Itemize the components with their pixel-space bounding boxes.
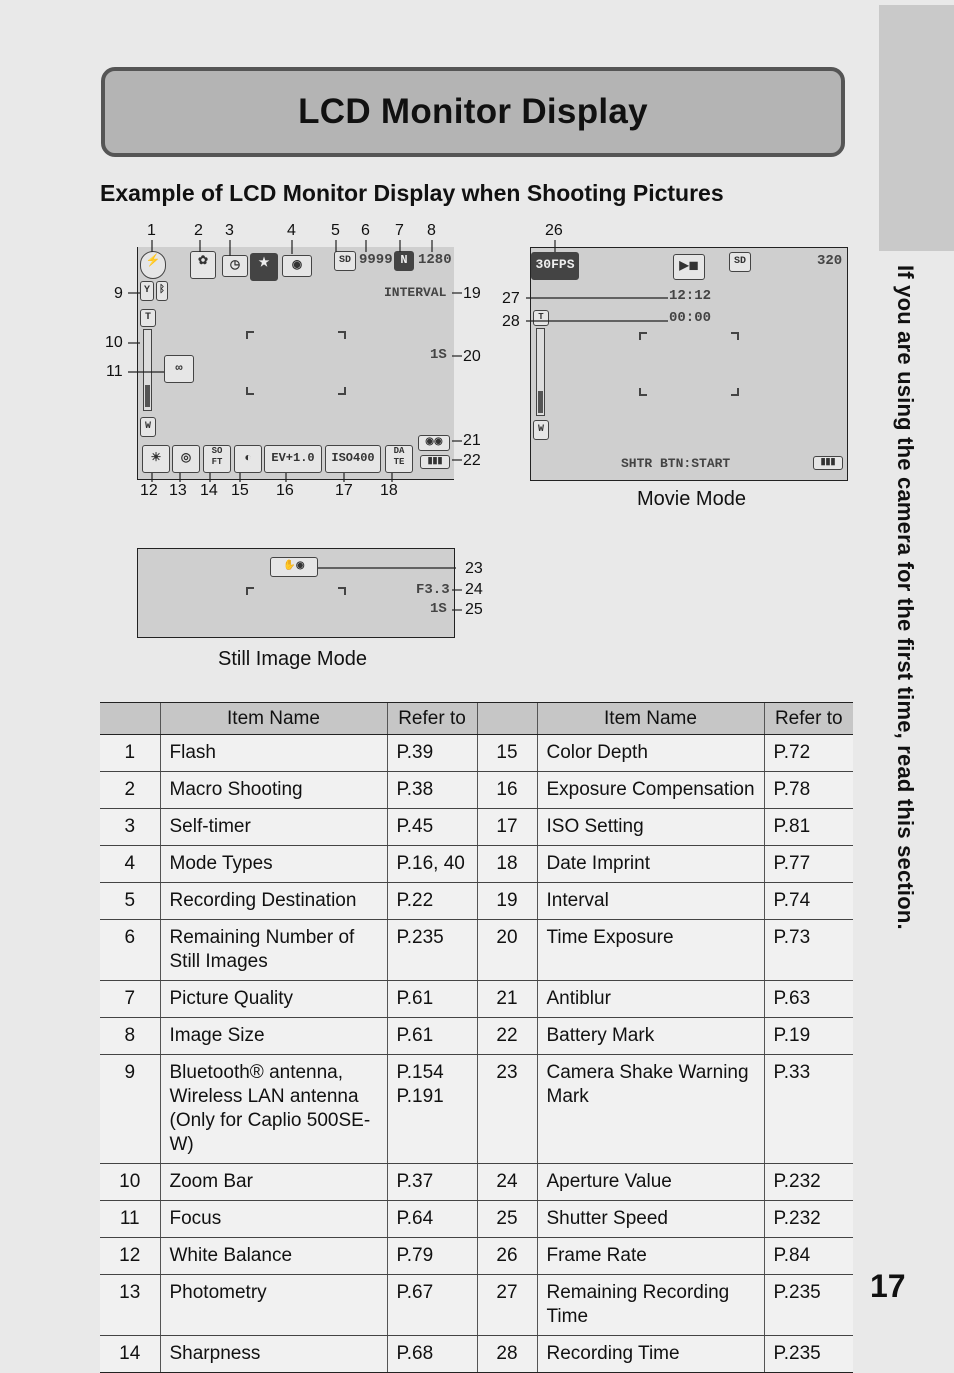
item-number: 27 [477,1275,537,1336]
item-name: Photometry [160,1275,387,1336]
item-reference: P.235 [764,1336,853,1373]
af-frame-corner [338,387,346,395]
callout-25: 25 [465,601,483,618]
item-reference: P.68 [387,1336,477,1373]
item-number: 12 [100,1238,160,1275]
item-name: Antiblur [537,981,764,1018]
item-number: 10 [100,1164,160,1201]
quality-icon: N [394,251,414,271]
callout-4: 4 [287,222,296,239]
callout-24: 24 [465,581,483,598]
item-name: Aperture Value [537,1164,764,1201]
antenna-icon: Y [140,281,154,301]
af-frame-corner [338,331,346,339]
movie-af-corner [639,332,647,340]
item-reference: P.84 [764,1238,853,1275]
item-reference: P.38 [387,772,477,809]
item-name: Date Imprint [537,846,764,883]
movie-camera-icon: ▶◼ [673,254,705,280]
item-reference: P.67 [387,1275,477,1336]
header-item-name: Item Name [160,703,387,735]
item-name: Camera Shake Warning Mark [537,1055,764,1164]
item-number: 5 [100,883,160,920]
callout-22: 22 [463,452,481,469]
item-number: 21 [477,981,537,1018]
item-number: 28 [477,1336,537,1373]
macro-icon: ✿ [190,251,216,279]
item-reference: P.235 [764,1275,853,1336]
table-row [100,809,853,846]
item-name: Shutter Speed [537,1201,764,1238]
item-reference: P.154 P.191 [387,1055,477,1164]
item-name: Recording Destination [160,883,387,920]
table-row [100,1275,853,1336]
item-name: Bluetooth® antenna, Wireless LAN antenna (Only for Caplio 500SE-W) [160,1055,387,1164]
item-number: 26 [477,1238,537,1275]
table-row [100,1055,853,1164]
item-reference: P.61 [387,1018,477,1055]
callout-11: 11 [106,363,123,380]
sd-icon: SD [334,251,356,271]
item-reference: P.72 [764,735,853,772]
item-name: Self-timer [160,809,387,846]
iso-icon [325,445,381,473]
item-reference: P.63 [764,981,853,1018]
movie-af-corner [731,388,739,396]
item-name: Interval [537,883,764,920]
table-row [100,1018,853,1055]
item-reference: P.79 [387,1238,477,1275]
callout-10: 10 [105,334,123,351]
movie-zoom-tele-icon: T [533,310,549,326]
item-name: Sharpness [160,1336,387,1373]
item-number: 22 [477,1018,537,1055]
page-number: 17 [870,1268,906,1304]
ev-value: +1.0 [285,451,315,465]
camera-icon: ◉ [282,255,312,277]
item-number: 24 [477,1164,537,1201]
item-reference: P.81 [764,809,853,846]
callout-14: 14 [200,482,218,499]
item-number: 3 [100,809,160,846]
item-reference: P.64 [387,1201,477,1238]
frame-rate-indicator: 30FPS [531,252,579,280]
item-number: 19 [477,883,537,920]
item-name: Color Depth [537,735,764,772]
movie-sd-icon: SD [729,252,751,272]
item-reference: P.39 [387,735,477,772]
battery-icon: ▮▮▮ [420,455,450,469]
af-frame-corner [246,387,254,395]
mode-icon: ★ [250,253,278,281]
item-number: 14 [100,1336,160,1373]
item-number: 1 [100,735,160,772]
iso-label: ISO [331,451,353,465]
photometry-icon: ◎ [172,445,200,473]
white-balance-icon: ☀ [142,445,170,473]
item-name: Remaining Number of Still Images [160,920,387,981]
exposure-compensation-icon [264,445,322,473]
time-exposure-indicator: 1S [430,347,447,363]
movie-size: 320 [817,253,843,269]
item-number: 4 [100,846,160,883]
callout-26: 26 [545,222,563,239]
callout-15: 15 [231,482,249,499]
item-name: White Balance [160,1238,387,1275]
remaining-recording-time: 12:12 [669,288,712,304]
aperture-value: F3.3 [416,582,450,598]
item-reference: P.22 [387,883,477,920]
date-imprint-icon: DA TE [385,445,413,473]
item-reference: P.232 [764,1164,853,1201]
still-af-corner [338,587,346,595]
movie-af-corner [731,332,739,340]
movie-af-corner [639,388,647,396]
header-refer-to: Refer to [764,703,853,735]
self-timer-icon: ◷ [222,255,248,277]
lcd-still-screen [137,548,455,638]
image-size: 1280 [418,252,452,268]
callout-1: 1 [147,222,156,239]
table-row [100,846,853,883]
callout-8: 8 [427,222,436,239]
callout-3: 3 [225,222,234,239]
item-name: Image Size [160,1018,387,1055]
item-name: Exposure Compensation [537,772,764,809]
item-number: 11 [100,1201,160,1238]
table-row [100,883,853,920]
table-header-row [100,703,853,735]
item-reference: P.73 [764,920,853,981]
table-row [100,920,853,981]
sharpness-icon: SO FT [203,445,231,473]
table-row [100,735,853,772]
flash-icon: ⚡ [140,251,166,279]
item-name: Flash [160,735,387,772]
callout-20: 20 [463,348,481,365]
table-row [100,772,853,809]
callout-9: 9 [114,285,123,302]
item-reference: P.33 [764,1055,853,1164]
callout-5: 5 [331,222,340,239]
header-no [477,703,537,735]
item-number: 2 [100,772,160,809]
bluetooth-icon: ᛒ [156,281,168,301]
zoom-bar [143,329,152,411]
table-row [100,1164,853,1201]
table-row [100,1336,853,1373]
callout-7: 7 [395,222,404,239]
item-number: 7 [100,981,160,1018]
callout-6: 6 [361,222,370,239]
side-tab-block [879,5,954,251]
zoom-tele-icon: T [140,309,156,327]
item-number: 15 [477,735,537,772]
item-number: 20 [477,920,537,981]
movie-zoom-bar [536,328,545,416]
callout-28: 28 [502,313,520,330]
item-number: 9 [100,1055,160,1164]
movie-battery-icon: ▮▮▮ [813,456,843,470]
callout-16: 16 [276,482,294,499]
item-reference: P.77 [764,846,853,883]
table-body [100,735,853,1373]
item-number: 25 [477,1201,537,1238]
item-reference: P.16, 40 [387,846,477,883]
item-number: 17 [477,809,537,846]
section-subtitle: Example of LCD Monitor Display when Shooting Pictures [100,180,724,206]
recording-time: 00:00 [669,310,712,326]
item-name: Frame Rate [537,1238,764,1275]
item-reference: P.37 [387,1164,477,1201]
item-name: Picture Quality [160,981,387,1018]
item-name: Macro Shooting [160,772,387,809]
page-title: LCD Monitor Display [298,92,648,131]
iso-value: 400 [353,451,375,465]
remaining-count: 9999 [359,252,393,268]
zoom-bar-fill [145,385,150,407]
item-name: Time Exposure [537,920,764,981]
interval-indicator: INTERVAL [384,285,447,300]
callout-12: 12 [140,482,158,499]
item-name: Mode Types [160,846,387,883]
callout-17: 17 [335,482,353,499]
item-name: Zoom Bar [160,1164,387,1201]
header-no [100,703,160,735]
item-reference: P.74 [764,883,853,920]
item-number: 6 [100,920,160,981]
still-af-corner [246,587,254,595]
item-number: 8 [100,1018,160,1055]
movie-zoom-wide-icon: W [533,420,549,440]
still-caption: Still Image Mode [218,648,367,670]
item-reference: P.19 [764,1018,853,1055]
zoom-wide-icon: W [140,417,156,437]
lcd-main-screen [137,247,454,480]
table-row [100,981,853,1018]
item-number: 13 [100,1275,160,1336]
af-frame-corner [246,331,254,339]
shutter-speed: 1S [430,601,447,617]
header-item-name: Item Name [537,703,764,735]
header-refer-to: Refer to [387,703,477,735]
callout-27: 27 [502,290,520,307]
color-depth-icon: ◐ [234,445,262,473]
item-name: Recording Time [537,1336,764,1373]
item-name: Battery Mark [537,1018,764,1055]
side-tab-text: If you are using the camera for the first time, read this section. [893,265,918,930]
callout-21: 21 [463,432,481,449]
title-box [101,67,845,157]
callout-18: 18 [380,482,398,499]
callout-23: 23 [465,560,483,577]
item-number: 18 [477,846,537,883]
item-reference-table [100,702,853,1373]
table-row [100,1238,853,1275]
antiblur-icon: ◉◉ [418,435,450,451]
camera-shake-icon: ✋◉ [270,557,318,577]
item-name: Remaining Recording Time [537,1275,764,1336]
shutter-start-hint: SHTR BTN:START [621,456,731,471]
focus-icon: ∞ [164,355,194,383]
callout-2: 2 [194,222,203,239]
movie-zoom-fill [538,391,543,413]
table-row [100,1201,853,1238]
callout-13: 13 [169,482,187,499]
item-reference: P.235 [387,920,477,981]
movie-caption: Movie Mode [637,488,746,510]
item-name: ISO Setting [537,809,764,846]
item-number: 23 [477,1055,537,1164]
callout-19: 19 [463,285,481,302]
item-reference: P.61 [387,981,477,1018]
ev-label: EV [271,451,286,465]
lcd-movie-screen [530,247,848,481]
item-reference: P.78 [764,772,853,809]
item-number: 16 [477,772,537,809]
item-reference: P.232 [764,1201,853,1238]
item-name: Focus [160,1201,387,1238]
item-reference: P.45 [387,809,477,846]
